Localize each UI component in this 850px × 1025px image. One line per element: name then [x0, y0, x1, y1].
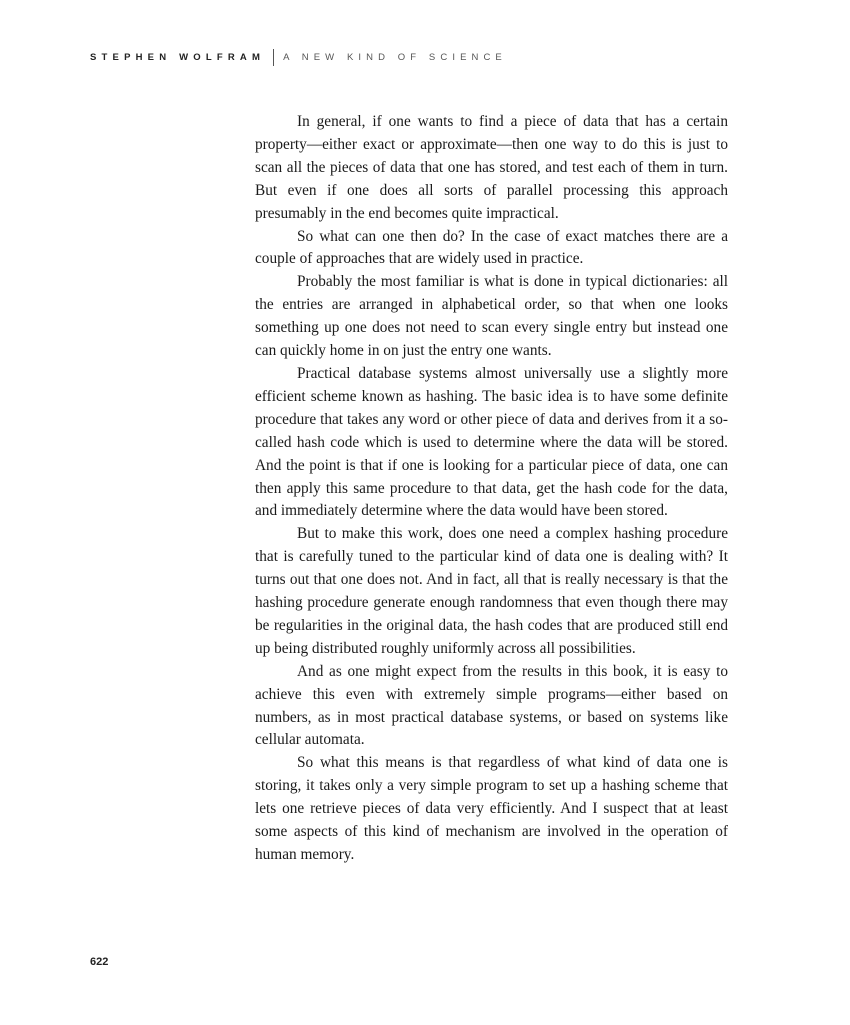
paragraph: So what this means is that regardless of what kind of data one is storing, it takes only a very simple program to set up a hashing scheme that lets one retrieve pieces of data very efficiently. And I suspect that at least some aspects of this kind of mechanism are involved in the operation of human memory. — [255, 754, 728, 863]
paragraph: But to make this work, does one need a complex hashing procedure that is carefully tuned to the particular kind of data one is dealing with? It turns out that one does not. And in fact, all that is really necessary is that the hashing procedure generate enough randomness that even though there may be regularities in the original data, the hash codes that are produced still end up being distributed roughly uniformly across all possibilities. — [255, 525, 728, 657]
paragraph: So what can one then do? In the case of exact matches there are a couple of approaches that are widely used in practice. — [255, 227, 728, 268]
paragraph: In general, if one wants to find a piece of data that has a certain property—either exact or approximate—then one way to do this is just to scan all the pieces of data that one has stored, and test each of them in turn. But even if one does all sorts of parallel processing this approach presumably in the end becomes quite impractical. — [255, 113, 728, 222]
paragraph: Probably the most familiar is what is done in typical dictionaries: all the entries are arranged in alphabetical order, so that when one looks something up one does not need to scan every single entry but instead one can quickly home in on just the entry one wants. — [255, 273, 728, 360]
running-head — [90, 49, 507, 65]
paragraph: And as one might expect from the results in this book, it is easy to achieve this even with extremely simple programs—either based on numbers, as in most practical database systems, or based on systems like cellular automata. — [255, 662, 728, 749]
page-number: 622 — [90, 956, 109, 968]
paragraph: Practical database systems almost universally use a slightly more efficient scheme known as hashing. The basic idea is to have some definite procedure that takes any word or other piece of data and derives from it a so-called hash code which is used to determine where the data will be stored. And the point is that if one is looking for a particular piece of data, one can then apply this same procedure to that data, get the hash code for the data, and immediately determine where the data would have been stored. — [255, 364, 728, 520]
text-body — [255, 111, 728, 867]
book-title: A NEW KIND OF SCIENCE — [283, 51, 507, 63]
header-divider — [273, 49, 274, 66]
author-name: STEPHEN WOLFRAM — [90, 51, 266, 63]
